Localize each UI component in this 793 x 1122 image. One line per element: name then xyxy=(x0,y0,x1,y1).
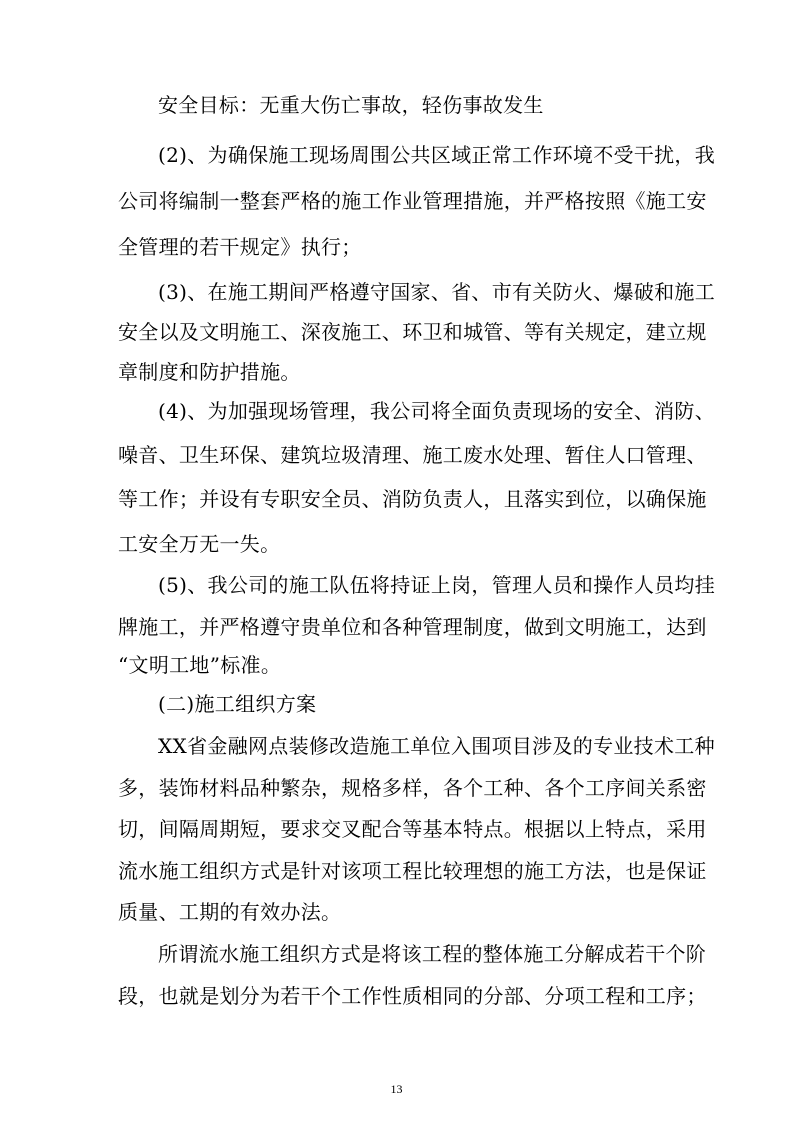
text-line: 切，间隔周期短，要求交叉配合等基本特点。根据以上特点，采用 xyxy=(118,817,707,841)
text-line: XX省金融网点装修改造施工单位入围项目涉及的专业技术工种 xyxy=(158,734,715,758)
text-line: (2)、为确保施工现场周围公共区域正常工作环境不受干扰，我 xyxy=(158,143,716,167)
text-line: 所谓流水施工组织方式是将该工程的整体施工分解成若干个阶 xyxy=(158,942,707,966)
text-line: (4)、为加强现场管理，我公司将全面负责现场的安全、消防、 xyxy=(158,399,716,423)
text-line: 噪音、卫生环保、建筑垃圾清理、施工废水处理、暂住人口管理、 xyxy=(118,443,707,467)
text-line: 多，装饰材料品种繁杂，规格多样，各个工种、各个工序间关系密 xyxy=(118,776,707,800)
text-line: 安全以及文明施工、深夜施工、环卫和城管、等有关规定，建立规 xyxy=(118,320,707,344)
text-line: 公司将编制一整套严格的施工作业管理措施，并严格按照《施工安 xyxy=(118,189,707,213)
text-line: 段，也就是划分为若干个工作性质相同的分部、分项工程和工序； xyxy=(118,984,707,1008)
text-line: 安全目标：无重大伤亡事故，轻伤事故发生 xyxy=(158,93,544,117)
text-line: “文明工地”标准。 xyxy=(118,653,282,677)
text-line: 牌施工，并严格遵守贵单位和各种管理制度，做到文明施工，达到 xyxy=(118,615,707,639)
text-line: (5)、我公司的施工队伍将持证上岗，管理人员和操作人员均挂 xyxy=(158,573,716,597)
section-heading: (二)施工组织方案 xyxy=(158,692,317,716)
page-number: 13 xyxy=(390,1082,403,1096)
text-line: 流水施工组织方式是针对该项工程比较理想的施工方法，也是保证 xyxy=(118,859,707,883)
text-line: 等工作；并设有专职安全员、消防负责人，且落实到位，以确保施 xyxy=(118,487,707,511)
text-line: 质量、工期的有效办法。 xyxy=(118,900,342,924)
text-line: 全管理的若干规定》执行； xyxy=(118,235,362,259)
text-line: 工安全万无一失。 xyxy=(118,532,281,556)
text-line: (3)、在施工期间严格遵守国家、省、市有关防火、爆破和施工 xyxy=(158,280,716,304)
text-line: 章制度和防护措施。 xyxy=(118,360,301,384)
